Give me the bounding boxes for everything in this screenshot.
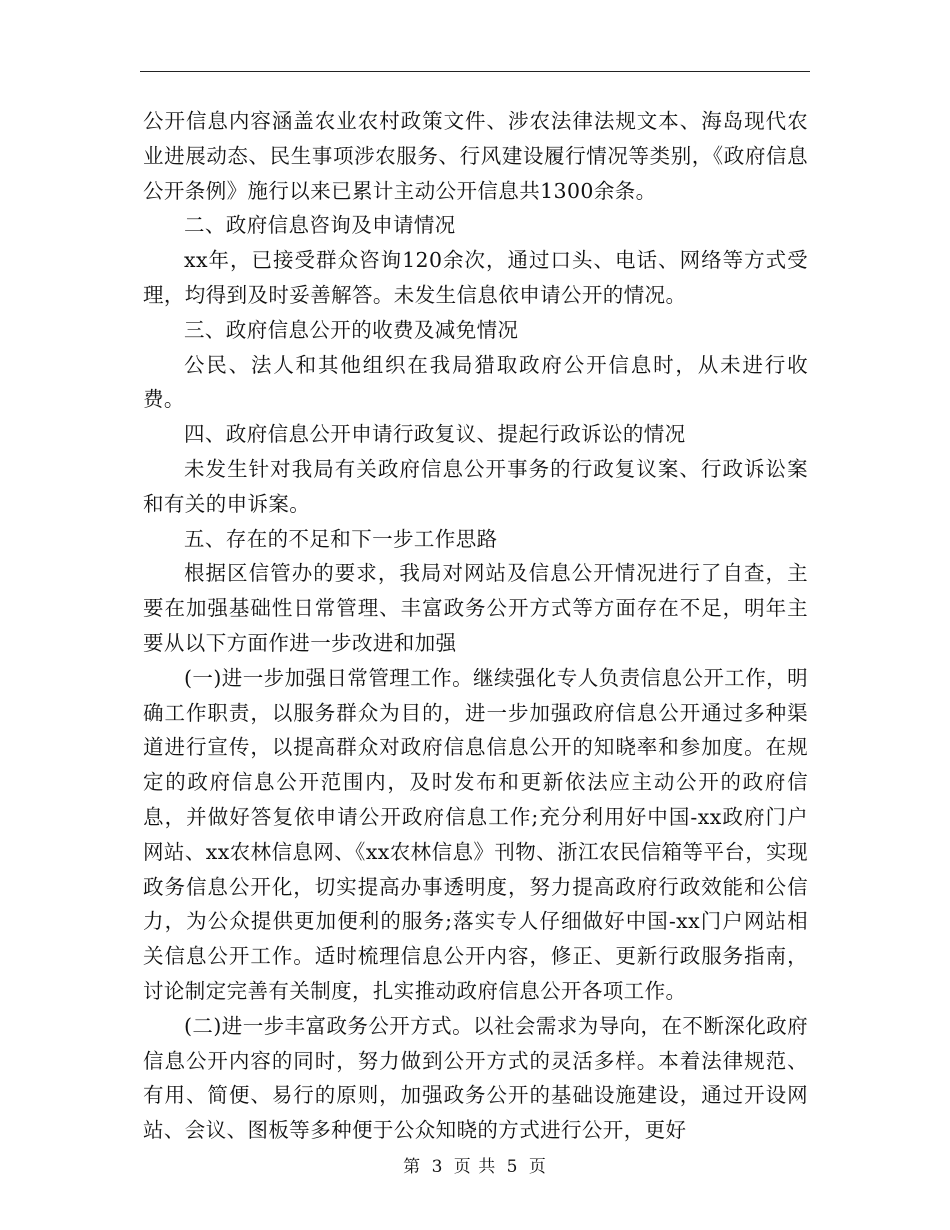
paragraph-consultation: xx年，已接受群众咨询120余次，通过口头、电话、网络等方式受理，均得到及时妥善解答。未发生信息依申请公开的情况。 (143, 248, 808, 307)
page-footer (0, 1157, 950, 1177)
paragraph-daily-management: (一)进一步加强日常管理工作。继续强化专人负责信息公开工作，明确工作职责，以服务群众为目的，进一步加强政府信息公开通过多种渠道进行宣传，以提高群众对政府信息信息公开的知晓率和参加度。在规定的政府信息公开范围内，及时发布和更新依法应主动公开的政府信息，并做好答复依申请公开政府信息工作;充分利用好中国-xx政府门户网站、xx农林信息网、《xx农林信息》刊物、浙江农民信箱等平台，实现政务信息公开化，切实提高办事透明度，努力提高政府行政效能和公信力，为公众提供更加便利的服务;落实专人仔细做好中国-xx门户网站相关信息公开工作。适时梳理信息公开内容，修正、更新行政服务指南，讨论制定完善有关制度，扎实推动政府信息公开各项工作。 (143, 665, 808, 1003)
paragraph-review: 未发生针对我局有关政府信息公开事务的行政复议案、行政诉讼案和有关的申诉案。 (143, 456, 808, 516)
paragraph-continuation: 公开信息内容涵盖农业农村政策文件、涉农法律法规文本、海岛现代农业进展动态、民生事项涉农服务、行风建设履行情况等类别，《政府信息公开条例》施行以来已累计主动公开信息共1300余条。 (143, 109, 808, 203)
header-rule (140, 71, 810, 72)
footer-total-pages: 5 (506, 1157, 519, 1177)
section-heading-2: 二、政府信息咨询及申请情况 (184, 213, 456, 238)
paragraph-self-check: 根据区信管办的要求，我局对网站及信息公开情况进行了自查，主要在加强基础性日常管理、丰富政务公开方式等方面存在不足，明年主要从以下方面作进一步改进和加强 (143, 561, 808, 655)
paragraph-fees: 公民、法人和其他组织在我局猎取政府公开信息时，从未进行收费。 (143, 352, 808, 412)
paragraph-disclosure-methods: (二)进一步丰富政务公开方式。以社会需求为导向，在不断深化政府信息公开内容的同时，努力做到公开方式的灵活多样。本着法律规范、有用、简便、易行的原则，加强政务公开的基础设施建设，通过开设网站、会议、图板等多种便于公众知晓的方式进行公开，更好 (143, 1013, 808, 1143)
footer-middle: 页 共 (453, 1157, 497, 1177)
section-heading-5: 五、存在的不足和下一步工作思路 (184, 526, 498, 551)
footer-prefix: 第 (403, 1157, 422, 1177)
footer-page-number: 3 (431, 1157, 444, 1177)
document-body (143, 104, 808, 1148)
footer-suffix: 页 (528, 1157, 547, 1177)
section-heading-4: 四、政府信息公开申请行政复议、提起行政诉讼的情况 (184, 422, 686, 447)
section-heading-3: 三、政府信息公开的收费及减免情况 (184, 317, 519, 342)
